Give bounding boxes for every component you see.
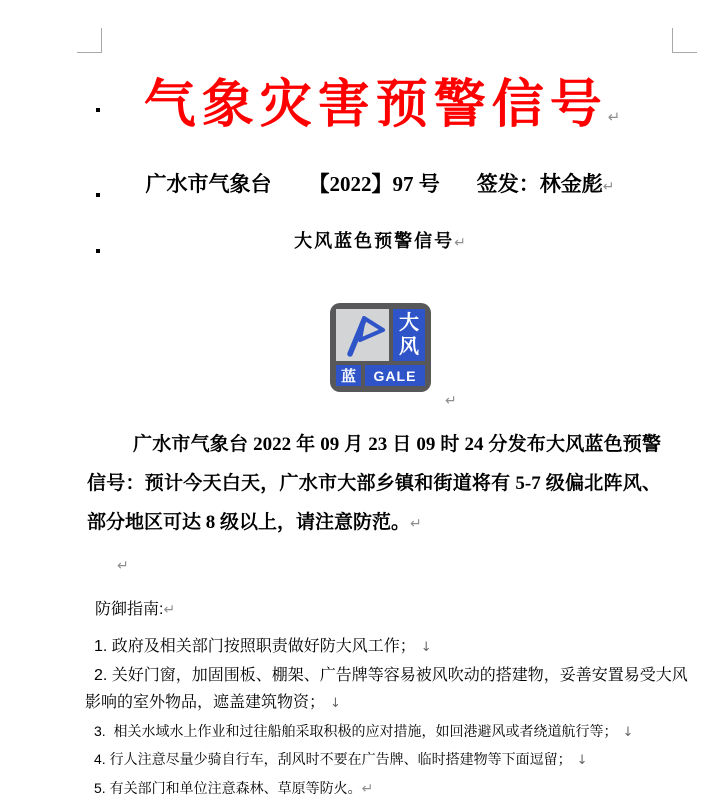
sign-type-char-2: 风 (399, 335, 419, 359)
wind-flag-svg (336, 309, 389, 361)
wind-flag-icon (336, 309, 389, 361)
line-break-mark: ↓ (622, 725, 633, 740)
warning-subtitle (85, 228, 675, 256)
guide-heading-text: 防御指南: (95, 601, 163, 618)
line-break-mark: ↓ (421, 640, 432, 655)
document-title-text: 气象灾害预警信号 (144, 77, 608, 134)
announcement-line-3 (87, 503, 661, 544)
issuer-signer: 签发：林金彪 (477, 172, 603, 196)
guide-item-5-text: 5. 有关部门和单位注意森林、草原等防火。 (94, 780, 362, 796)
line-break-mark: ↓ (330, 696, 341, 711)
guide-item-1 (85, 633, 692, 662)
sign-level-badge: 蓝 (336, 365, 361, 386)
guide-item-3-text: 3. 相关水域水上作业和过往船舶采取积极的应对措施，如回港避风或者绕道航行等； (94, 723, 617, 739)
issuer-agency: 广水市气象台 (146, 172, 272, 196)
warning-subtitle-text: 大风蓝色预警信号 (294, 231, 454, 251)
crop-mark-top-right (672, 28, 697, 53)
announcement-line-1: 广水市气象台 2022 年 09 月 23 日 09 时 24 分发布大风蓝色预警 (87, 425, 661, 464)
paragraph-mark: ↵ (117, 558, 129, 574)
sign-code-label: GALE (365, 365, 425, 386)
guide-item-list (85, 633, 692, 803)
line-break-mark: ↓ (577, 753, 588, 768)
guide-item-4-text: 4. 行人注意尽量少骑自行车，刮风时不要在广告牌、临时搭建物等下面逗留； (94, 751, 572, 767)
document-title (92, 76, 672, 147)
sign-type-text (393, 309, 425, 361)
issuer-doc-number: 【2022】97 号 (309, 172, 440, 196)
paragraph-mark: ↵ (603, 179, 615, 195)
gale-warning-sign (330, 303, 431, 392)
guide-item-4 (85, 746, 692, 775)
announcement-line-3-text: 部分地区可达 8 级以上，请注意防范。 (87, 512, 410, 533)
sign-type-char-1: 大 (399, 311, 419, 335)
guide-heading (85, 598, 675, 622)
guide-item-3 (85, 718, 692, 747)
paragraph-mark: ↵ (362, 781, 374, 797)
guide-item-5 (85, 775, 692, 803)
paragraph-mark: ↵ (163, 602, 175, 618)
paragraph-mark: ↵ (454, 235, 466, 251)
crop-mark-top-left (77, 28, 102, 53)
warning-announcement-paragraph (87, 425, 661, 544)
issuer-line (85, 170, 675, 201)
guide-item-2-text: 2. 关好门窗，加固围板、棚架、广告牌等容易被风吹动的搭建物，妥善安置易受大风影响的室外物品，遮盖建筑物资； (85, 667, 688, 712)
paragraph-mark: ↵ (608, 108, 621, 126)
paragraph-mark: ↵ (445, 393, 457, 409)
announcement-line-2: 信号：预计今天白天，广水市大部乡镇和街道将有 5-7 级偏北阵风、 (87, 464, 661, 503)
guide-item-2 (85, 662, 692, 718)
paragraph-mark: ↵ (410, 516, 422, 532)
guide-item-1-text: 1. 政府及相关部门按照职责做好防大风工作； (94, 638, 416, 655)
